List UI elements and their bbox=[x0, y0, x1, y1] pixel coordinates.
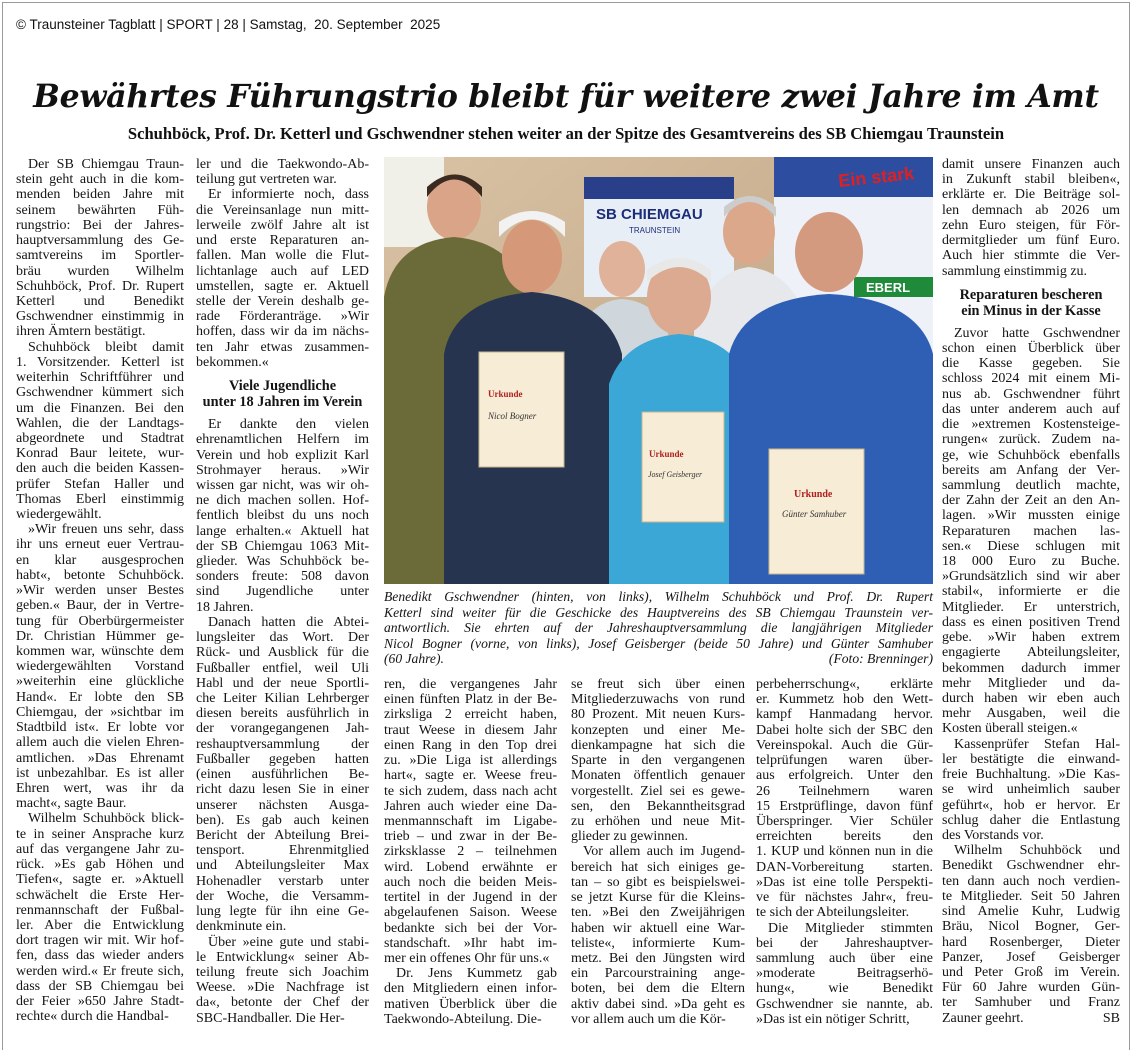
text-line: Weese. »Die Nachfrage ist bbox=[196, 980, 369, 996]
text-line: einen Rang in den Top drei bbox=[384, 737, 557, 753]
text-line: menden beiden Jahre mit bbox=[16, 187, 184, 203]
text-line: wissen gar nicht, was wir oh- bbox=[196, 477, 369, 493]
text-line: ein Parcourstraining ange- bbox=[571, 966, 745, 982]
text-line: Hand«. Er lobte den SB bbox=[16, 689, 184, 705]
text-line: stelle der Verein deshalb ge- bbox=[196, 293, 369, 309]
text-line: Jahren auch wieder eine Da- bbox=[384, 798, 557, 814]
text-line: Konrad Baur leitete, wur- bbox=[16, 446, 184, 462]
text-line: nus ab. Gschwendner führt bbox=[942, 386, 1120, 402]
text-line: bereits am Anfang der Ver- bbox=[942, 462, 1120, 478]
text-line: glieder zu gewinnen. bbox=[571, 829, 689, 845]
text-line: »Grundsätzlich sind wir aber bbox=[942, 569, 1120, 585]
text-line: geben.« Baur, der in Vertre- bbox=[16, 598, 184, 614]
text-line: 1. KUP und können nun in die bbox=[756, 844, 933, 860]
certificate-1 bbox=[479, 352, 564, 467]
text-line: trieb – und zwar in der Be- bbox=[384, 829, 557, 845]
text-line: Benedikt Gschwendner ehr- bbox=[942, 858, 1120, 874]
text-line: DAN-Vorbereitung starten. bbox=[756, 859, 933, 875]
caption-line: Nicol Bogner (vorne, von links), Josef Geisberger (beide 50 Jahre) und Günter Samhuber bbox=[384, 635, 933, 651]
text-line: die Kasse gegeben. Sie bbox=[942, 356, 1120, 372]
text-line: Dabei holte sich der SBC den bbox=[756, 722, 933, 738]
subheading bbox=[942, 287, 1120, 319]
paragraph bbox=[196, 157, 369, 187]
text-line: umstellen, sagte er. Aktuell bbox=[196, 278, 369, 294]
text-line: Bräu, Nicol Bogner, Ger- bbox=[942, 919, 1120, 935]
caption-line: Benedikt Gschwendner (hinten, von links), Wilhelm Schuhböck und Prof. Dr. Rupert bbox=[384, 589, 933, 604]
text-line: wiedergewählt. bbox=[16, 507, 102, 523]
text-line: fallen. Man wolle die Flut- bbox=[196, 248, 369, 264]
text-line: bekommen dadurch immer bbox=[942, 660, 1120, 676]
text-line: tan – so gibt es beispielswei- bbox=[571, 874, 745, 890]
text-line: tung für Oberbürgermeister bbox=[16, 613, 184, 629]
certificate-3 bbox=[769, 449, 864, 574]
text-line: Auch hier stimmte die Ver- bbox=[942, 248, 1120, 264]
text-line: mehr Ausgaben, weil die bbox=[942, 706, 1120, 722]
text-line: »Wir werden unser Bestes bbox=[16, 583, 184, 599]
text-line: dass es einen positiven Trend bbox=[942, 614, 1120, 630]
svg-text:Urkunde: Urkunde bbox=[649, 449, 684, 459]
text-line: Fußballer entfiel, weil Uli bbox=[196, 660, 369, 676]
text-line: sammlung deutlich machte, bbox=[942, 477, 1120, 493]
text-line: ten dann auch noch verdien- bbox=[942, 873, 1120, 889]
text-line: teilung freute sich Joachim bbox=[196, 964, 369, 980]
text-line: werden wird.« Er freute sich, bbox=[16, 963, 184, 979]
text-line: renmannschaft der Fußbal- bbox=[16, 902, 184, 918]
text-line: Dr. Jens Kummetz gab bbox=[396, 966, 557, 982]
text-line: 18 000 Euro zu Buche. bbox=[942, 554, 1120, 570]
text-line: da«, betonte der Chef der bbox=[196, 995, 369, 1011]
banner-slogan: Ein stark bbox=[837, 163, 916, 191]
text-line: zu erhöhen und neue Mit- bbox=[571, 813, 745, 829]
text-line: Zuvor hatte Gschwendner bbox=[954, 325, 1120, 341]
paragraph bbox=[16, 811, 184, 1024]
banner-text: SB CHIEMGAU bbox=[596, 206, 703, 223]
text-line: ben). Es gab auch keinen bbox=[196, 812, 369, 828]
text-column-3 bbox=[384, 677, 557, 1027]
svg-text:Urkunde: Urkunde bbox=[488, 389, 523, 399]
text-line: fentlich bleibst du uns noch bbox=[196, 508, 369, 524]
text-line: er. Kummetz hob den Wett- bbox=[756, 692, 933, 708]
paragraph bbox=[942, 157, 1120, 279]
text-line: Verein und hob explizit Karl bbox=[196, 447, 369, 463]
text-line: und Peter Groß im Verein. bbox=[942, 964, 1120, 980]
text-line: zirksklasse 2 – teilnehmen bbox=[384, 844, 557, 860]
text-line: zu. »Die Liga ist allerdings bbox=[384, 753, 557, 769]
text-line: erklärte er. Die Beiträge sol- bbox=[942, 187, 1120, 203]
paragraph bbox=[16, 522, 184, 811]
text-line: den Mitgliedern einen infor- bbox=[384, 981, 557, 997]
text-line: abgeordnete und Stadtrat bbox=[16, 430, 184, 446]
text-line: Wilhelm Schuhböck und bbox=[954, 843, 1120, 859]
text-line: dass der SB Chiemgau bei bbox=[16, 978, 184, 994]
text-line: denkminute ein. bbox=[196, 919, 287, 935]
text-line: sammlung auch über eine bbox=[756, 950, 933, 966]
text-line: che Leiter Kilian Lehrberger bbox=[196, 691, 369, 706]
subheading-line: unter 18 Jahren im Verein bbox=[202, 394, 363, 411]
svg-text:Günter Samhuber: Günter Samhuber bbox=[782, 509, 847, 519]
text-line: 80 Prozent. Mit neuen Kurs- bbox=[571, 707, 745, 723]
caption-line: Ketterl sind weiter für die Geschicke des Hauptvereins des SB Chiemgau Traunstein ver- bbox=[384, 604, 933, 620]
text-line: hoffen, dass wir da im nächs- bbox=[196, 324, 369, 340]
text-line: lung legte für ihn eine Ge- bbox=[196, 904, 369, 920]
text-line: zirksliga 2 erreicht haben, bbox=[384, 707, 557, 723]
certificate-2 bbox=[642, 412, 724, 522]
text-line: se freut sich über einen bbox=[571, 677, 745, 692]
text-line: schon einen Überblick über bbox=[942, 340, 1120, 356]
text-line: Fußballer gegeben hatten bbox=[196, 751, 369, 767]
svg-text:Josef Geisberger: Josef Geisberger bbox=[648, 470, 703, 479]
text-line: reshauptversammlung der bbox=[196, 736, 369, 752]
text-line: Mitglieder. Er unterstrich, bbox=[942, 599, 1120, 615]
paragraph bbox=[942, 737, 1120, 844]
text-line: glieder. Was Schuhböck be- bbox=[196, 554, 369, 570]
text-line: Wilhelm Schuhböck blick- bbox=[28, 811, 184, 827]
text-line: seinem bewährten Füh- bbox=[16, 202, 184, 218]
text-line: um die Finanzen. Bei den bbox=[16, 400, 184, 416]
photo-caption bbox=[384, 589, 933, 667]
paragraph bbox=[16, 340, 184, 523]
text-line: rechte« durch die Handbal- bbox=[16, 1009, 169, 1025]
text-line: vor allem auch um die Kör- bbox=[571, 1011, 726, 1027]
text-line: Er dankte den vielen bbox=[208, 417, 369, 433]
text-line: bedankte sich bei der Vor- bbox=[384, 920, 557, 936]
text-line: te sich der Abteilungsleiter. bbox=[756, 905, 910, 921]
text-line: lagen. »Wir mussten einige bbox=[942, 508, 1120, 524]
text-line: Schuhböck, Prof. Dr. Rupert bbox=[16, 278, 184, 294]
text-line: macht«, sagte Baur. bbox=[16, 796, 127, 812]
text-line: Reparaturen machen las- bbox=[942, 523, 1120, 539]
text-line: und Abteilungsleiter Max bbox=[196, 858, 369, 874]
text-line: diesen bereits ausführlich in bbox=[196, 706, 369, 722]
text-line: Über »eine gute und stabi- bbox=[208, 934, 369, 950]
text-line: menmannschaft im Ligabe- bbox=[384, 813, 557, 829]
text-line: ter Samhuber und Franz bbox=[942, 995, 1120, 1011]
text-line: sen, den Bekanntheitsgrad bbox=[571, 798, 745, 814]
text-line: Strohmayer heraus. »Wir bbox=[196, 462, 369, 478]
text-line: Vereinspokal. Auch die Gür- bbox=[756, 737, 933, 753]
text-line: sonders freute: 508 davon bbox=[196, 569, 369, 585]
article-headline: Bewährtes Führungstrio bleibt für weitere zwei Jahre im Amt bbox=[33, 78, 1099, 115]
text-line: hauptversammlung des Ge- bbox=[16, 233, 184, 249]
text-line: Hohenadler verstarb unter bbox=[196, 873, 369, 889]
text-line: habt«, betonte Schuhböck. bbox=[16, 567, 184, 583]
text-line: rungstrio: Bei der Jahres- bbox=[16, 217, 184, 233]
text-line: lerweile zwölf Jahre alt ist bbox=[196, 217, 369, 233]
text-line: schloss 2024 mit einem Mi- bbox=[942, 371, 1120, 387]
text-line: Chiemgau, der »sichtbar im bbox=[16, 704, 184, 720]
text-line: standschaft. »Ihr habt im- bbox=[384, 935, 557, 951]
text-line: teilung gut vertreten war. bbox=[196, 172, 337, 188]
text-line: ist unbezahlbar. Es ist aller bbox=[16, 765, 184, 781]
paragraph bbox=[196, 187, 369, 370]
paragraph bbox=[756, 677, 933, 921]
text-line: Monaten öffentlich genauer bbox=[571, 768, 745, 784]
sponsor-text: EBERL bbox=[866, 280, 911, 295]
text-line: Ketterl und Benedikt bbox=[16, 293, 184, 309]
text-line: das unter anderem auch auf bbox=[942, 401, 1120, 417]
text-line: te in seiner Ansprache kurz bbox=[16, 826, 184, 842]
text-line: ne dich machen sollen. Hof- bbox=[196, 493, 369, 509]
text-line: unserer nächsten Ausga- bbox=[196, 797, 369, 813]
text-line: mativen Überblick über die bbox=[384, 996, 557, 1012]
text-line: perbeherrschung«, erklärte bbox=[756, 677, 933, 692]
text-line: Gschwendner kümmert sich bbox=[16, 385, 184, 401]
text-line: lungsleiter das Wort. Der bbox=[196, 630, 369, 646]
text-line: prüfer Stefan Haller und bbox=[16, 476, 184, 492]
text-line: lichtanlage auch auf LED bbox=[196, 263, 369, 279]
text-line: bei der Jahreshauptver- bbox=[756, 935, 933, 951]
text-line: mer ein offenes Ohr für uns.« bbox=[384, 950, 550, 966]
text-line: Er informierte noch, dass bbox=[208, 187, 369, 203]
text-line: Kosten überall steigen.« bbox=[942, 721, 1078, 737]
text-column-6 bbox=[942, 157, 1120, 1026]
text-line: »moderate Beitragserhö- bbox=[756, 966, 933, 982]
text-line: samtvereins im Sportler- bbox=[16, 248, 184, 264]
text-line: dort tragen wir mit. Wir hof- bbox=[16, 933, 184, 949]
text-line: Dr. Christian Hümmer ge- bbox=[16, 628, 184, 644]
text-line: Habl und der neue Sportli- bbox=[196, 675, 369, 691]
text-line: Kassenprüfer Stefan Hal- bbox=[954, 736, 1120, 752]
text-line: traut Weese in diesem Jahr bbox=[384, 722, 557, 738]
author-initials: SB bbox=[1102, 1010, 1120, 1026]
text-line: Bericht der Abteilung Brei- bbox=[196, 827, 369, 843]
text-line: se jetzt Kurse für die Kleins- bbox=[571, 890, 745, 906]
text-line: metz. Bei den Jüngsten wird bbox=[571, 950, 745, 966]
text-line: einen fünften Platz in der Be- bbox=[384, 692, 557, 708]
caption-line: antwortlich. Sie ehrten auf der Jahreshauptversammlung die langjährigen Mitglieder bbox=[384, 620, 933, 636]
text-line: ler und die Taekwondo-Ab- bbox=[196, 157, 369, 172]
text-line: Wahlen, die der Landtags- bbox=[16, 415, 184, 431]
text-line: te sich zudem, dass nach acht bbox=[384, 783, 557, 799]
text-line: erreichten bereits den bbox=[756, 829, 933, 845]
text-line: telprüfungen waren über- bbox=[756, 753, 933, 769]
paragraph bbox=[942, 326, 1120, 737]
text-line: geführt«, hob er hervor. Er bbox=[942, 797, 1120, 813]
svg-text:Nicol Bogner: Nicol Bogner bbox=[488, 411, 537, 421]
text-line: der Zahn der Zeit an den An- bbox=[942, 493, 1120, 509]
subheading-line: ein Minus in der Kasse bbox=[961, 302, 1101, 319]
text-line: rück. »Es gab Höhen und bbox=[16, 857, 184, 873]
text-line: amtlichen. »Das Ehrenamt bbox=[16, 750, 184, 766]
text-line: konzepten und einer Me- bbox=[571, 722, 745, 738]
text-line: Rück- und Ausblick für die bbox=[196, 645, 369, 661]
text-line: auch noch die beiden Meis- bbox=[384, 874, 557, 890]
paragraph bbox=[384, 966, 557, 1027]
text-line: 15 Erstprüflinge, davon fünf bbox=[756, 798, 933, 814]
text-line: hard Rosenberger, Dieter bbox=[942, 934, 1120, 950]
text-line: der Feier »650 Jahre Stadt- bbox=[16, 994, 184, 1010]
text-line: fen, dass das wieder anders bbox=[16, 948, 184, 964]
paragraph bbox=[571, 677, 745, 844]
text-line: Der SB Chiemgau Traun- bbox=[28, 157, 184, 172]
text-line: ihr uns erneut euer Vertrau- bbox=[16, 537, 184, 553]
text-line: ten. »Bei den Zweijährigen bbox=[571, 905, 745, 921]
text-line: Tiefen«, sagte er. »Aktuell bbox=[16, 872, 184, 888]
paragraph bbox=[16, 157, 184, 340]
text-line: Für 60 Jahre wurden Gün- bbox=[942, 980, 1120, 996]
text-line: len demnach ab 2026 um bbox=[942, 202, 1120, 218]
text-line: den auch die beiden Kassen- bbox=[16, 461, 184, 477]
text-line: Sparte in den vergangenen bbox=[571, 753, 745, 769]
text-line: Vor allem auch im Jugend- bbox=[583, 844, 745, 860]
text-line: aktiv dabei sind. »Da geht es bbox=[571, 996, 745, 1012]
text-line: Taekwondo-Abteilung. Die- bbox=[384, 1011, 542, 1027]
text-line: aus erfolgreich. Unter den bbox=[756, 768, 933, 784]
article-subheadline: Schuhböck, Prof. Dr. Ketterl und Gschwendner stehen weiter an der Spitze des Gesamtvereins des SB Chiemgau Traunstein bbox=[127, 124, 1005, 143]
text-line: und erste Reparaturen an- bbox=[196, 233, 369, 249]
text-line: ren, die vergangenes Jahr bbox=[384, 677, 557, 692]
text-line: 18 Jahren. bbox=[196, 599, 254, 615]
text-line: kommen war, wünschte dem bbox=[16, 644, 184, 659]
caption-line: (60 Jahre). bbox=[384, 651, 444, 667]
text-line: Danach hatten die Abtei- bbox=[208, 614, 369, 630]
text-line: vorgestellt. Ziel sei es gewe- bbox=[571, 783, 745, 799]
text-line: ihren Ämtern bestätigt. bbox=[16, 324, 146, 340]
text-line: se wird unheimlich sauber bbox=[942, 782, 1120, 798]
text-line: ten Jahr etwas zusammen- bbox=[196, 339, 369, 355]
text-line: bekommen.« bbox=[196, 354, 269, 370]
paragraph bbox=[196, 935, 369, 1026]
text-line: ge, wie Schuhböck ebenfalls bbox=[942, 447, 1120, 463]
text-line: durch haben wir eben auch bbox=[942, 691, 1120, 706]
text-line: kampf Hanmadang hervor. bbox=[756, 707, 933, 723]
text-line: boten, bei dem die Eltern bbox=[571, 981, 745, 997]
text-line: te Mitglieder. Seit 50 Jahren bbox=[942, 888, 1120, 904]
text-line: in Zukunft stabil bleiben«, bbox=[942, 172, 1120, 188]
subheading bbox=[196, 378, 369, 410]
text-line: Panzer, Josef Geisberger bbox=[942, 949, 1120, 965]
text-line: stein geht auch in die kom- bbox=[16, 172, 184, 188]
text-line: engagierte Abteilungsleiter, bbox=[942, 645, 1120, 661]
text-line: 26 Teilnehmern waren bbox=[756, 783, 933, 799]
text-line: en klar ausgesprochen bbox=[16, 552, 184, 568]
text-line: der vorangegangenen Jah- bbox=[196, 721, 369, 737]
text-line: bräu wurden Wilhelm bbox=[16, 263, 184, 279]
text-line: Thomas Eberl einstimmig bbox=[16, 491, 184, 507]
paragraph bbox=[196, 417, 369, 615]
text-line: ler. Aber die Entwicklung bbox=[16, 917, 184, 933]
subheading-line: Viele Jugendliche bbox=[228, 378, 337, 395]
text-line: mehr Mitglieder und da- bbox=[942, 675, 1120, 691]
text-line: Mitgliederzuwachs von rund bbox=[571, 692, 745, 708]
text-line: wird. Lobend erwähnte er bbox=[384, 859, 557, 875]
paragraph bbox=[571, 844, 745, 1027]
text-line: abgelaufenen Saison. Weese bbox=[384, 905, 557, 921]
publication-line: © Traunsteiner Tagblatt | SPORT | 28 | Samstag, 20. September 2025 bbox=[16, 17, 441, 32]
text-line: Zauner geehrt. bbox=[942, 1010, 1024, 1026]
text-line: 1. Vorsitzender. Ketterl ist bbox=[16, 354, 184, 370]
text-column-4 bbox=[571, 677, 745, 1027]
text-line: die Vereinsanlage nun mitt- bbox=[196, 202, 369, 218]
text-line: le Entwicklung« seiner Ab- bbox=[196, 949, 369, 965]
text-line: Die Mitglieder stimmten bbox=[768, 920, 933, 936]
text-line: damit unsere Finanzen auch bbox=[942, 157, 1120, 172]
text-line: Gschwendner sie nannte, ab. bbox=[756, 996, 933, 1012]
paragraph bbox=[384, 677, 557, 966]
text-line: Stadtbild ist«. Er lobte vor bbox=[16, 720, 184, 736]
subheading-line: Reparaturen bescheren bbox=[959, 286, 1103, 303]
text-line: allem auch die vielen Ehren- bbox=[16, 735, 184, 751]
text-line: sind Amelie Kuhr, Ludwig bbox=[942, 904, 1120, 920]
text-line: SBC-Handballer. Die Her- bbox=[196, 1010, 345, 1026]
text-line: des Vorstands vor. bbox=[942, 827, 1044, 843]
text-column-1 bbox=[16, 157, 184, 1024]
text-line: ehrenamtlichen Helfern im bbox=[196, 432, 369, 448]
text-line: dermitglieder um fünf Euro. bbox=[942, 233, 1120, 249]
text-line: Überspringer. Vier Schüler bbox=[756, 813, 933, 829]
svg-text:Urkunde: Urkunde bbox=[794, 489, 833, 500]
text-line: sind Jugendliche unter bbox=[196, 584, 369, 600]
text-line: sen.« Diese schlugen mit bbox=[942, 538, 1120, 554]
text-line: weiterhin Schriftführer und bbox=[16, 370, 184, 386]
paragraph bbox=[196, 615, 369, 935]
text-line: tensport. Ehrenmitglied bbox=[196, 843, 369, 859]
text-line: stabil«, informierte er die bbox=[942, 584, 1120, 600]
text-line: ler bestätigte die einwand- bbox=[942, 751, 1120, 767]
text-line: wiedergewählten Vorstand bbox=[16, 659, 184, 675]
text-line: rungen« zurück. Zudem na- bbox=[942, 432, 1120, 448]
text-line: hart«, sagte er. Weese freu- bbox=[384, 768, 557, 784]
photo-credit: (Foto: Brenninger) bbox=[828, 651, 933, 667]
text-line: dienkampagne hat sich die bbox=[571, 737, 745, 753]
text-line: tertitel in der Jugend in der bbox=[384, 890, 557, 906]
paragraph bbox=[942, 843, 1120, 1026]
text-line: »weiterhin eine glückliche bbox=[16, 674, 184, 690]
text-line: »Das ist eine tolle Perspekti- bbox=[756, 874, 933, 890]
text-line: bereich hat sich einiges ge- bbox=[571, 859, 745, 875]
text-line: Gschwendner einstimmig in bbox=[16, 309, 184, 325]
text-line: sammlung einstimmig zu. bbox=[942, 263, 1088, 279]
text-line: (einen ausführlichen Be- bbox=[196, 767, 369, 783]
text-line: zehn Euro steigen, für För- bbox=[942, 217, 1120, 233]
text-line: haben wir aktuell eine War- bbox=[571, 920, 745, 936]
banner-subtext: TRAUNSTEIN bbox=[629, 226, 681, 235]
article-photo bbox=[384, 157, 933, 584]
paragraph bbox=[756, 921, 933, 1028]
text-line: ve für nächstes Jahr«, freu- bbox=[756, 890, 933, 906]
text-line: schlug daher die Entlastung bbox=[942, 812, 1120, 828]
text-line: rade Förderanträge. »Wir bbox=[196, 309, 369, 325]
text-line: »Wir freuen uns sehr, dass bbox=[28, 522, 184, 538]
text-column-2 bbox=[196, 157, 369, 1026]
text-line: hung«, wie Benedikt bbox=[756, 981, 933, 997]
text-line: richt dazu lesen Sie in einer bbox=[196, 782, 369, 798]
text-line: lange erhalten.« Aktuell hat bbox=[196, 523, 369, 539]
text-column-5 bbox=[756, 677, 933, 1027]
text-line: Schuhböck bleibt damit bbox=[28, 339, 184, 355]
text-line: schwächelt die Erste Her- bbox=[16, 887, 184, 903]
text-line: »Das ist ein nötiger Schritt, bbox=[756, 1011, 910, 1027]
text-line: Ehren wert, was ihr da bbox=[16, 780, 184, 796]
text-line: auf das vergangene Jahr zu- bbox=[16, 841, 184, 857]
text-line: teliste«, informierte Kum- bbox=[571, 935, 745, 951]
text-line: die »extremen Kostensteige- bbox=[942, 417, 1120, 433]
text-line: gebe. »Wir haben extrem bbox=[942, 630, 1120, 646]
text-line: der SB Chiemgau 1063 Mit- bbox=[196, 538, 369, 554]
text-line: freie Buchhaltung. »Die Kas- bbox=[942, 767, 1120, 783]
text-line: der Woche, die Versamm- bbox=[196, 888, 369, 904]
